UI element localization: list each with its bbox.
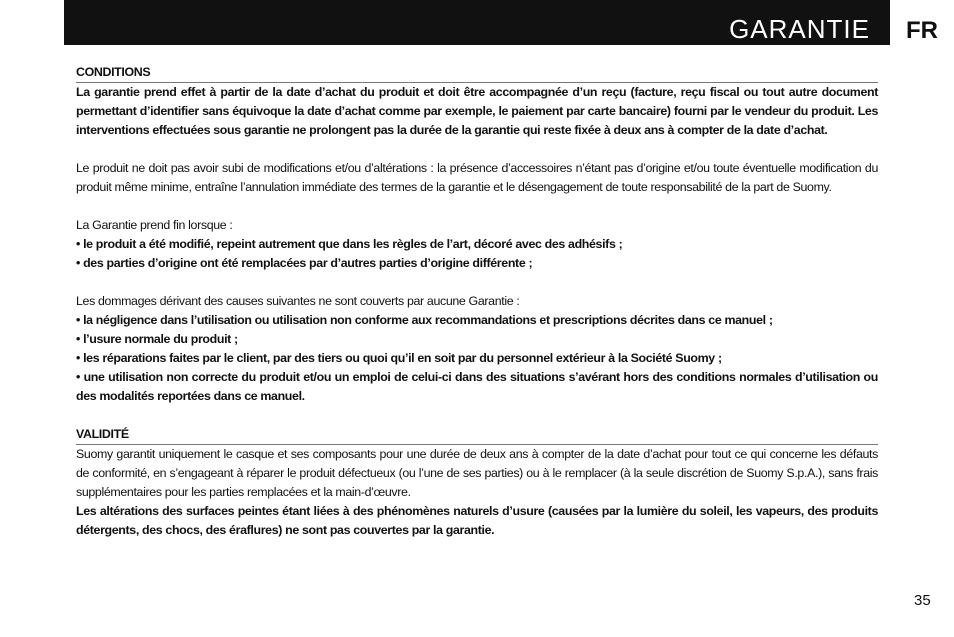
spacer bbox=[76, 197, 878, 216]
conditions-intro: La garantie prend effet à partir de la date d’achat du produit et doit être accompagnée d’un reçu (facture, reçu fiscal ou tout autre document permettant d’identifier sans équivoque la date d’achat comme par exemple, le paiement par carte bancaire) fourni par le vendeur du produit. Les interventions effectuées sous garantie ne prolongent pas la durée de la garantie qui reste fixée à deux ans à compter de la date d’achat. bbox=[76, 85, 878, 137]
end-item: • le produit a été modifié, repeint autrement que dans les règles de l’art, décoré avec des adhésifs ; bbox=[76, 237, 623, 251]
header-bar bbox=[64, 0, 890, 45]
document-content bbox=[76, 63, 878, 540]
language-badge: FR bbox=[906, 17, 938, 44]
damage-item: • les réparations faites par le client, par des tiers ou quoi qu’il en soit par du personnel extérieur à la Société Suomy ; bbox=[76, 351, 722, 365]
spacer bbox=[76, 406, 878, 425]
damage-item: • l’usure normale du produit ; bbox=[76, 332, 238, 346]
section-title-conditions: CONDITIONS bbox=[76, 63, 878, 83]
spacer bbox=[76, 273, 878, 292]
page-title: GARANTIE bbox=[729, 14, 870, 44]
validite-bold: Les altérations des surfaces peintes étant liées à des phénomènes naturels d’usure (causées par la lumière du soleil, les vapeurs, des produits détergents, des chocs, des éraflures) ne sont pas couvertes par la garantie. bbox=[76, 504, 878, 537]
validite-body: Suomy garantit uniquement le casque et ses composants pour une durée de deux ans à compter de la date d’achat pour tout ce qui concerne les défauts de conformité, en s’engageant à réparer le produit défectueux (ou l’une de ses parties) ou à le remplacer (à la seule discrétion de Suomy S.p.A.), sans frais supplémentaires pour les parties remplacées et la main-d’œuvre. bbox=[76, 447, 878, 499]
end-intro: La Garantie prend fin lorsque : bbox=[76, 218, 233, 232]
damage-intro: Les dommages dérivant des causes suivantes ne sont couverts par aucune Garantie : bbox=[76, 294, 520, 308]
page-number: 35 bbox=[914, 592, 931, 609]
spacer bbox=[76, 140, 878, 159]
end-item: • des parties d’origine ont été remplacées par d’autres parties d’origine différente ; bbox=[76, 256, 533, 270]
damage-item: • une utilisation non correcte du produit et/ou un emploi de celui-ci dans des situations s’avérant hors des conditions normales d’utilisation ou des modalités reportées dans ce manuel. bbox=[76, 370, 878, 403]
conditions-modifications: Le produit ne doit pas avoir subi de modifications et/ou d’altérations : la présence d’accessoires n’étant pas d’origine et/ou toute éventuelle modification du produit même minime, entraîne l’annulation immédiate des termes de la garantie et le désengagement de toute responsabilité de la part de Suomy. bbox=[76, 161, 878, 194]
section-title-validite: VALIDITÉ bbox=[76, 425, 878, 445]
damage-item: • la négligence dans l’utilisation ou utilisation non conforme aux recommandations et prescriptions décrites dans ce manuel ; bbox=[76, 313, 773, 327]
